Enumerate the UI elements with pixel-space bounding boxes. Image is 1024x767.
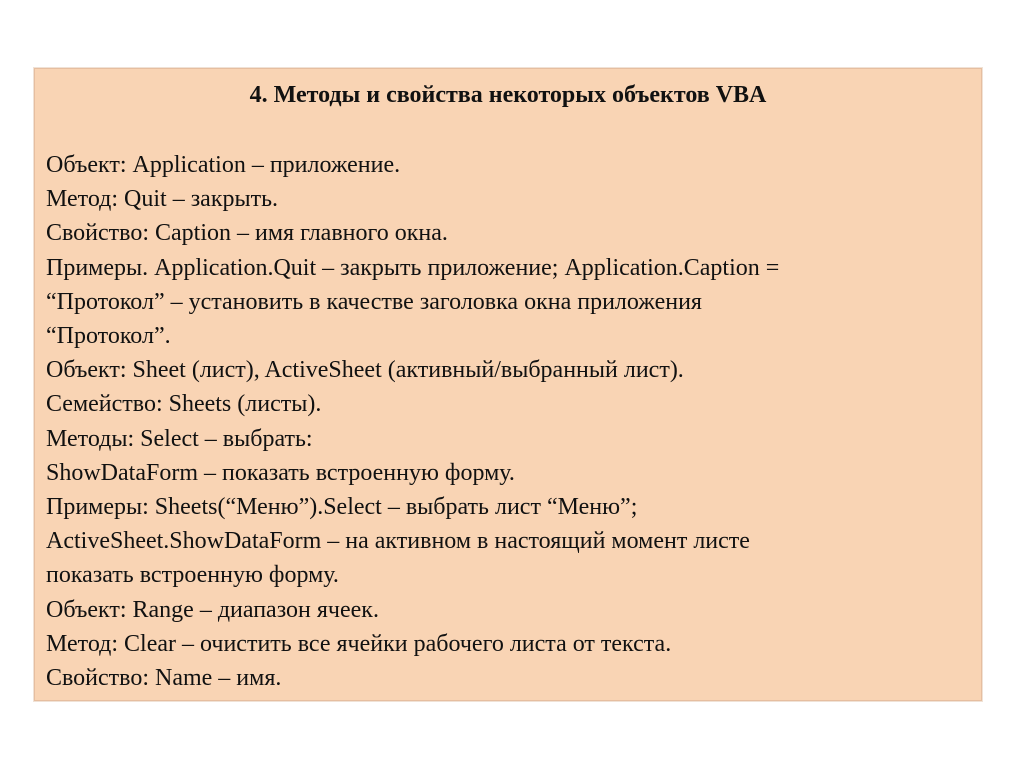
text-line: показать встроенную форму.	[46, 562, 339, 589]
text-line: “Протокол” – установить в качестве заголовка окна приложения	[46, 288, 702, 315]
text-line: Методы: Select – выбрать:	[46, 425, 313, 452]
text-line: Свойство: Name – имя.	[46, 665, 282, 692]
text-line: Объект: Sheet (лист), ActiveSheet (активный/выбранный лист).	[46, 357, 684, 384]
text-line: Метод: Clear – очистить все ячейки рабочего листа от текста.	[46, 630, 672, 657]
text-line: Примеры: Sheets(“Меню”).Select – выбрать лист “Меню”;	[46, 494, 638, 521]
text-line: Метод: Quit – закрыть.	[46, 186, 279, 213]
text-line: Семейство: Sheets (листы).	[46, 391, 322, 418]
text-line: ShowDataForm – показать встроенную форму.	[46, 459, 515, 486]
slide-title: 4. Методы и свойства некоторых объектов VBA	[249, 82, 767, 108]
text-line: Примеры. Application.Quit – закрыть приложение; Application.Caption =	[46, 254, 780, 281]
text-line: Свойство: Caption – имя главного окна.	[46, 220, 448, 247]
text-line: “Протокол”.	[46, 323, 171, 350]
text-line: Объект: Application – приложение.	[46, 152, 401, 178]
body-text	[46, 148, 966, 695]
content-box	[34, 68, 982, 701]
text-line: ActiveSheet.ShowDataForm – на активном в настоящий момент листе	[46, 528, 750, 555]
text-line: Объект: Range – диапазон ячеек.	[46, 596, 379, 623]
